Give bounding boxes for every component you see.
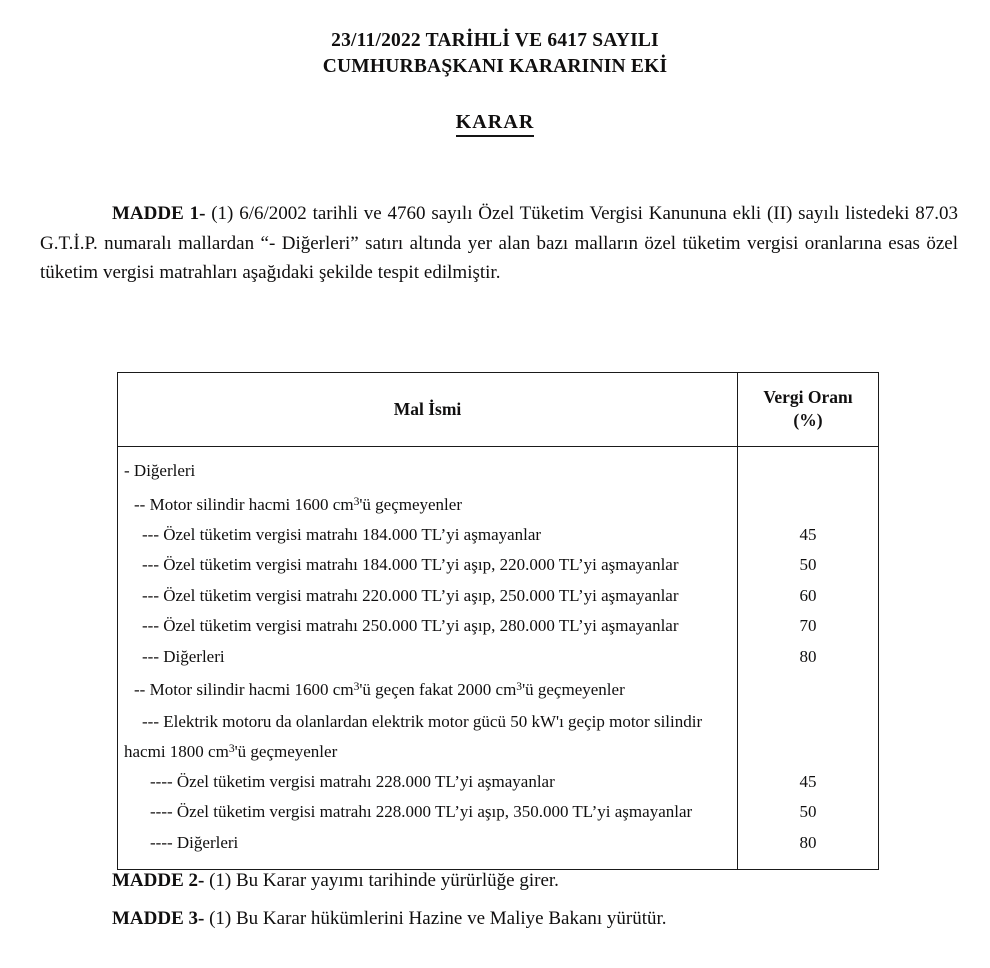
goods-name-line: ---- Özel tüketim vergisi matrahı 228.000 TL’yi aşıp, 350.000 TL’yi aşmayanlar bbox=[150, 802, 693, 822]
goods-name-line: --- Özel tüketim vergisi matrahı 184.000 TL’yi aşmayanlar bbox=[142, 524, 542, 544]
decision-heading-wrap bbox=[0, 110, 990, 137]
tax-rate-value: 45 bbox=[799, 771, 817, 791]
column-header-rate bbox=[738, 373, 879, 447]
tax-rate-value: 50 bbox=[799, 555, 817, 575]
rate-column-cell bbox=[738, 447, 879, 870]
table-header-row bbox=[118, 373, 879, 447]
goods-name-line: --- Özel tüketim vergisi matrahı 220.000 TL’yi aşıp, 250.000 TL’yi aşmayanlar bbox=[142, 585, 679, 605]
goods-name-line: --- Özel tüketim vergisi matrahı 184.000 TL’yi aşıp, 220.000 TL’yi aşmayanlar bbox=[142, 555, 679, 575]
goods-name-line: --- Özel tüketim vergisi matrahı 250.000 TL’yi aşıp, 280.000 TL’yi aşmayanlar bbox=[142, 616, 679, 636]
tax-rate-value: 80 bbox=[799, 646, 817, 666]
article-1-paragraph bbox=[0, 137, 990, 288]
article-2-line bbox=[112, 862, 667, 900]
column-header-name: Mal İsmi bbox=[118, 373, 738, 447]
article-3-label: MADDE 3- bbox=[112, 908, 205, 929]
name-column-cell bbox=[118, 447, 738, 870]
cubic-superscript: 3 bbox=[516, 680, 523, 694]
goods-name-line bbox=[124, 706, 731, 767]
rates-table-wrap bbox=[117, 372, 878, 870]
goods-name-line: - Diğerleri bbox=[124, 461, 196, 480]
goods-name-line: -- Motor silindir hacmi 1600 $cm^3'ü$ geçmeyenler bbox=[134, 494, 462, 514]
cubic-superscript: 3 bbox=[353, 494, 360, 508]
goods-name-line: ---- Diğerleri bbox=[150, 832, 239, 852]
tax-rate-value: 60 bbox=[799, 585, 817, 605]
table-head bbox=[118, 373, 879, 447]
article-1-label: MADDE 1- bbox=[112, 203, 206, 224]
article-2-text: (1) Bu Karar yayımı tarihinde yürürlüğe girer. bbox=[204, 870, 559, 891]
title-line-1: 23/11/2022 TARİHLİ VE 6417 SAYILI bbox=[331, 30, 659, 51]
cubic-superscript: 3 bbox=[228, 741, 235, 755]
article-2-label: MADDE 2- bbox=[112, 870, 205, 891]
tax-rate-value: 80 bbox=[799, 832, 817, 852]
page-title bbox=[0, 0, 990, 80]
title-line-2: CUMHURBAŞKANI KARARININ EKİ bbox=[322, 56, 668, 77]
table-row bbox=[118, 447, 879, 870]
article-1-text: (1) 6/6/2002 tarihli ve 4760 sayılı Özel Tüketim Vergisi Kanununa ekli (II) sayılı listedeki 87.03 G.T.İ.P. numaralı mallardan “- Diğerleri” satırı altında yer alan bazı malların özel tüketim vergisi oranlarına esas özel tüketim vergisi matrahları aşağıdaki şekilde tespit edilmiştir. bbox=[40, 203, 959, 283]
footer-articles bbox=[112, 862, 667, 938]
tax-rate-value: 70 bbox=[799, 616, 817, 636]
cubic-superscript: 3 bbox=[353, 680, 360, 694]
goods-name-line: -- Motor silindir hacmi 1600 $cm^3'ü$ geçen fakat 2000 $cm^3'ü$ geçmeyenler bbox=[134, 680, 625, 700]
table-body bbox=[118, 447, 879, 870]
goods-name-text: --- Elektrik motoru da olanlardan elektrik motor gücü 50 kW'ı geçip motor silindir hacmi 1800 $cm^3'ü$ geçmeyenler bbox=[124, 711, 703, 761]
tax-rate-value: 45 bbox=[799, 524, 817, 544]
column-header-rate-line1: Vergi Oranı bbox=[763, 387, 853, 407]
rates-table bbox=[117, 372, 879, 870]
tax-rate-value: 50 bbox=[799, 802, 817, 822]
goods-name-line: ---- Özel tüketim vergisi matrahı 228.000 TL’yi aşmayanlar bbox=[150, 771, 555, 791]
decision-heading: KARAR bbox=[456, 110, 535, 137]
article-3-line bbox=[112, 900, 667, 938]
article-3-text: (1) Bu Karar hükümlerini Hazine ve Maliye Bakanı yürütür. bbox=[204, 908, 667, 929]
column-header-rate-line2: (%) bbox=[793, 410, 823, 430]
goods-name-line: --- Diğerleri bbox=[142, 646, 225, 666]
